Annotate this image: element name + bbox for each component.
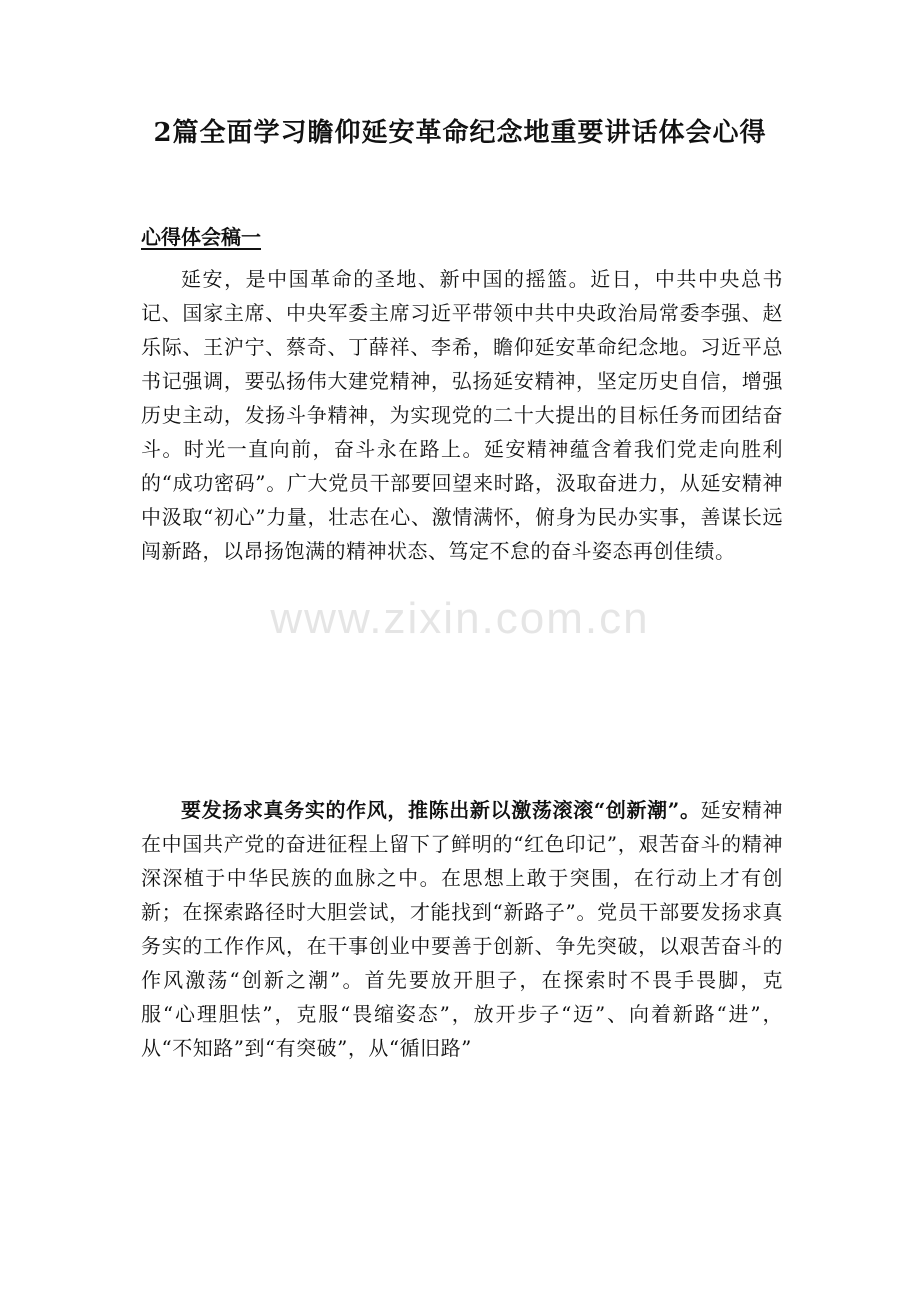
paragraph-1: 延安，是中国革命的圣地、新中国的摇篮。近日，中共中央总书记、国家主席、中央军委主席习近平带领中共中央政治局常委李强、赵乐际、王沪宁、蔡奇、丁薛祥、李希，瞻仰延安革命纪念地。习近平总书记强调，要弘扬伟大建党精神，弘扬延安精神，坚定历史自信，增强历史主动，发扬斗争精神，为实现党的二十大提出的目标任务而团结奋斗。时光一直向前，奋斗永在路上。延安精神蕴含着我们党走向胜利的“成功密码”。广大党员干部要回望来时路，汲取奋进力，从延安精神中汲取“初心”力量，壮志在心、激情满怀，俯身为民办实事，善谋长远闯新路，以昂扬饱满的精神状态、笃定不怠的奋斗姿态再创佳绩。 [141, 267, 783, 563]
paragraph-2-body: 延安精神在中国共产党的奋进征程上留下了鲜明的“红色印记”，艰苦奋斗的精神深深植于中华民族的血脉之中。在思想上敢于突围，在行动上才有创新；在探索路径时大胆尝试，才能找到“新路子”。党员干部要发扬求真务实的工作作风，在干事创业中要善于创新、争先突破，以艰苦奋斗的作风激荡“创新之潮”。首先要放开胆子，在探索时不畏手畏脚，克服“心理胆怯”，克服“畏缩姿态”，放开步子“迈”、向着新路“进”，从“不知路”到“有突破”，从“循旧路” [141, 798, 784, 1060]
paragraph-2 [141, 793, 783, 1065]
paragraph-2-lead: 要发扬求真务实的作风，推陈出新以激荡滚滚“创新潮”。 [181, 798, 701, 822]
section-heading: 心得体会稿一 [141, 225, 261, 249]
document-title: 2篇全面学习瞻仰延安革命纪念地重要讲话体会心得 [153, 118, 767, 148]
watermark: www.zixin.com.cn [270, 594, 650, 643]
